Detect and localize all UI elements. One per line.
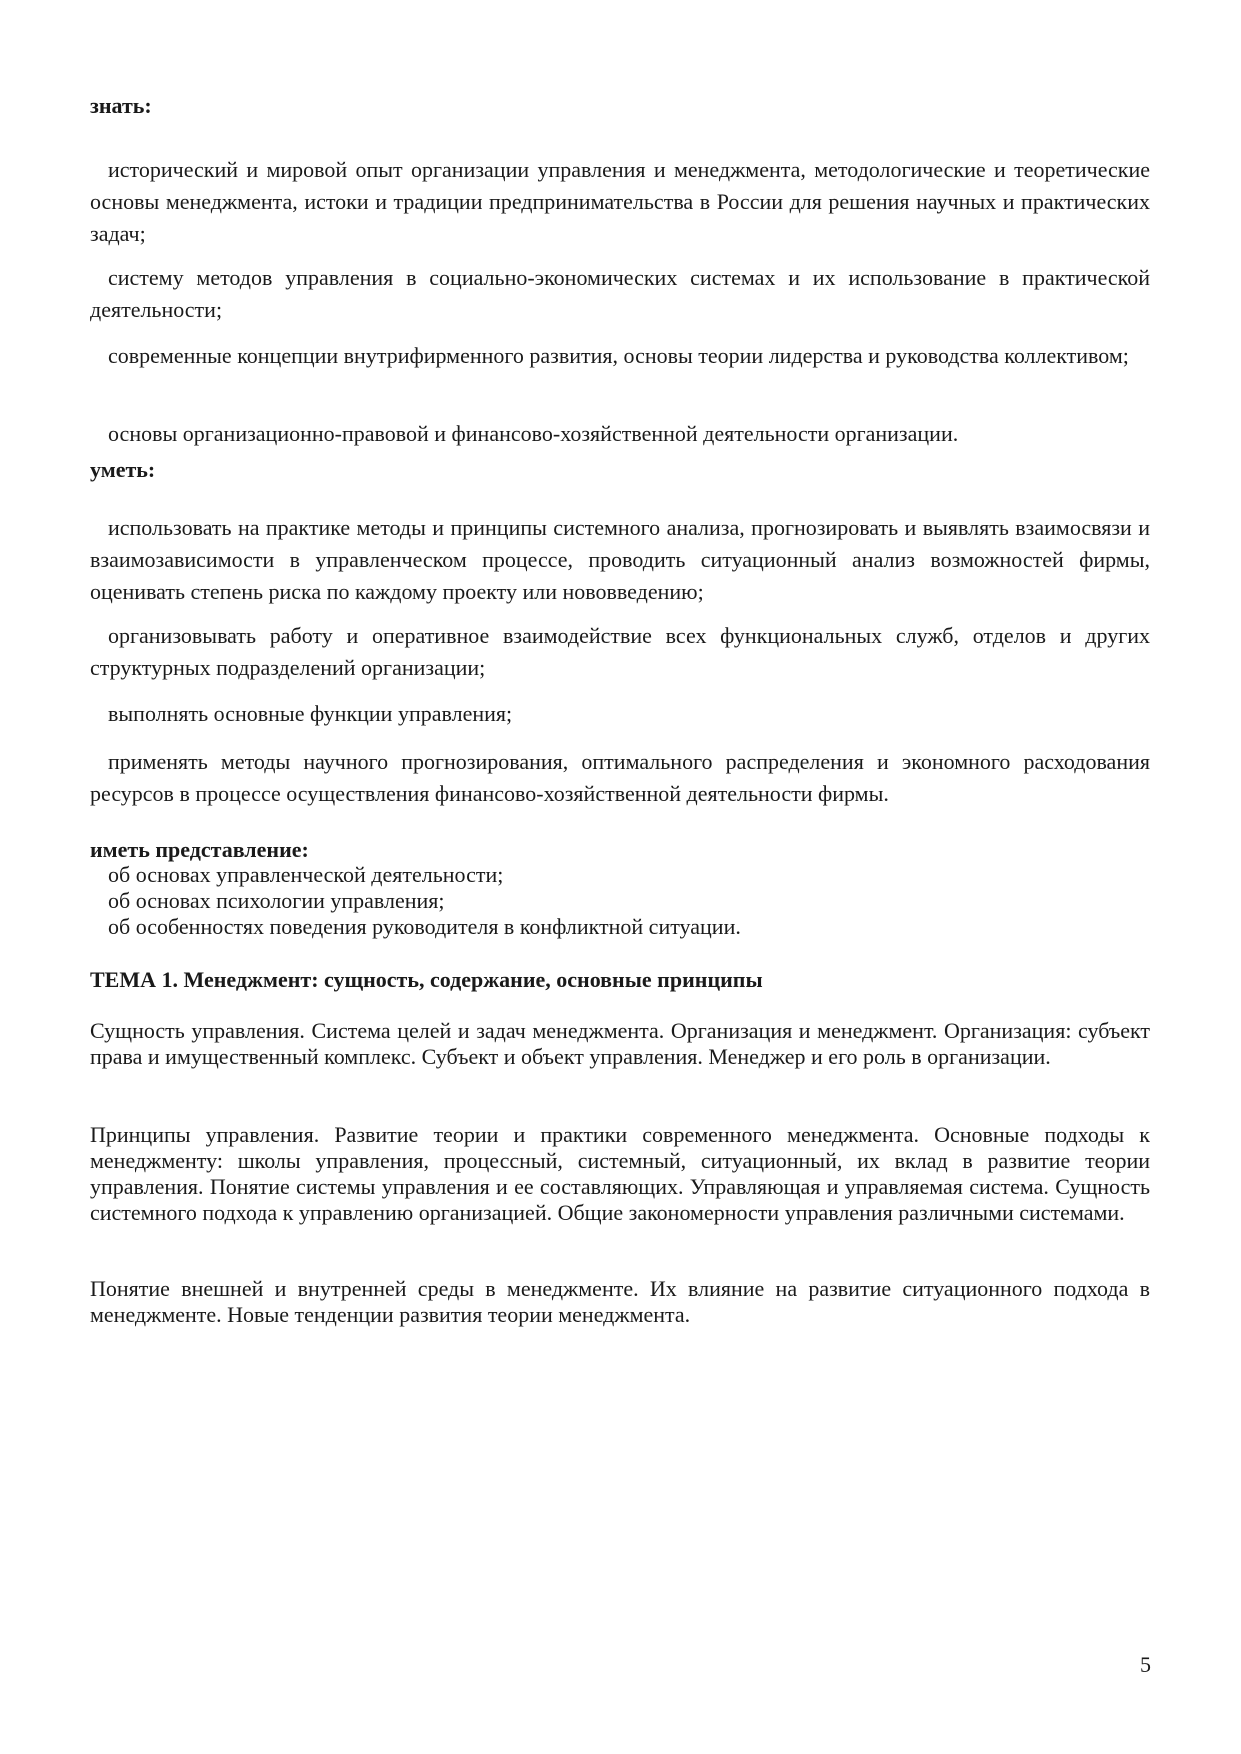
know-item-1: исторический и мировой опыт организации управления и менеджмента, методологические и теоретические основы менеджмента, истоки и традиции предпринимательства в России для решения научных и практических задач;: [90, 157, 1150, 246]
topic-paragraph-3: Понятие внешней и внутренней среды в менеджменте. Их влияние на развитие ситуационного подхода в менеджменте. Новые тенденции развития теории менеджмента.: [90, 1276, 1150, 1327]
topic-paragraph-2: Принципы управления. Развитие теории и практики современного менеджмента. Основные подходы к менеджменту: школы управления, процессный, системный, ситуационный, их вклад в развитие теории управления. Понятие системы управления и ее составляющих. Управляющая и управляемая система. Сущность системного подхода к управлению организацией. Общие закономерности управления различными системами.: [90, 1122, 1150, 1225]
idea-heading: иметь представление:: [90, 837, 309, 862]
topic-paragraph-1: Сущность управления. Система целей и задач менеджмента. Организация и менеджмент. Организация: субъект права и имущественный комплекс. Субъект и объект управления. Менеджер и его роль в организации.: [90, 1018, 1150, 1069]
able-item-1: использовать на практике методы и принципы системного анализа, прогнозировать и выявлять взаимосвязи и взаимозависимости в управленческом процессе, проводить ситуационный анализ возможностей фирмы, оценивать степень риска по каждому проекту или нововведению;: [90, 515, 1150, 604]
idea-item-1: об основах управленческой деятельности;: [108, 862, 504, 887]
topic-title: ТЕМА 1. Менеджмент: сущность, содержание, основные принципы: [90, 967, 763, 992]
know-heading: знать:: [90, 93, 152, 118]
idea-item-2: об основах психологии управления;: [108, 888, 445, 913]
know-item-4: основы организационно-правовой и финансово-хозяйственной деятельности организации.: [108, 421, 959, 446]
idea-item-3: об особенностях поведения руководителя в конфликтной ситуации.: [108, 914, 741, 939]
able-item-4: применять методы научного прогнозирования, оптимального распределения и экономного расходования ресурсов в процессе осуществления финансово-хозяйственной деятельности фирмы.: [90, 749, 1150, 806]
page-number: 5: [1140, 1652, 1151, 1677]
able-heading: уметь:: [90, 457, 156, 482]
know-item-3: современные концепции внутрифирменного развития, основы теории лидерства и руководства коллективом;: [108, 343, 1129, 368]
able-item-2: организовывать работу и оперативное взаимодействие всех функциональных служб, отделов и других структурных подразделений организации;: [90, 623, 1150, 680]
able-item-3: выполнять основные функции управления;: [108, 701, 513, 726]
know-item-2: систему методов управления в социально-экономических системах и их использование в практической деятельности;: [90, 265, 1150, 322]
